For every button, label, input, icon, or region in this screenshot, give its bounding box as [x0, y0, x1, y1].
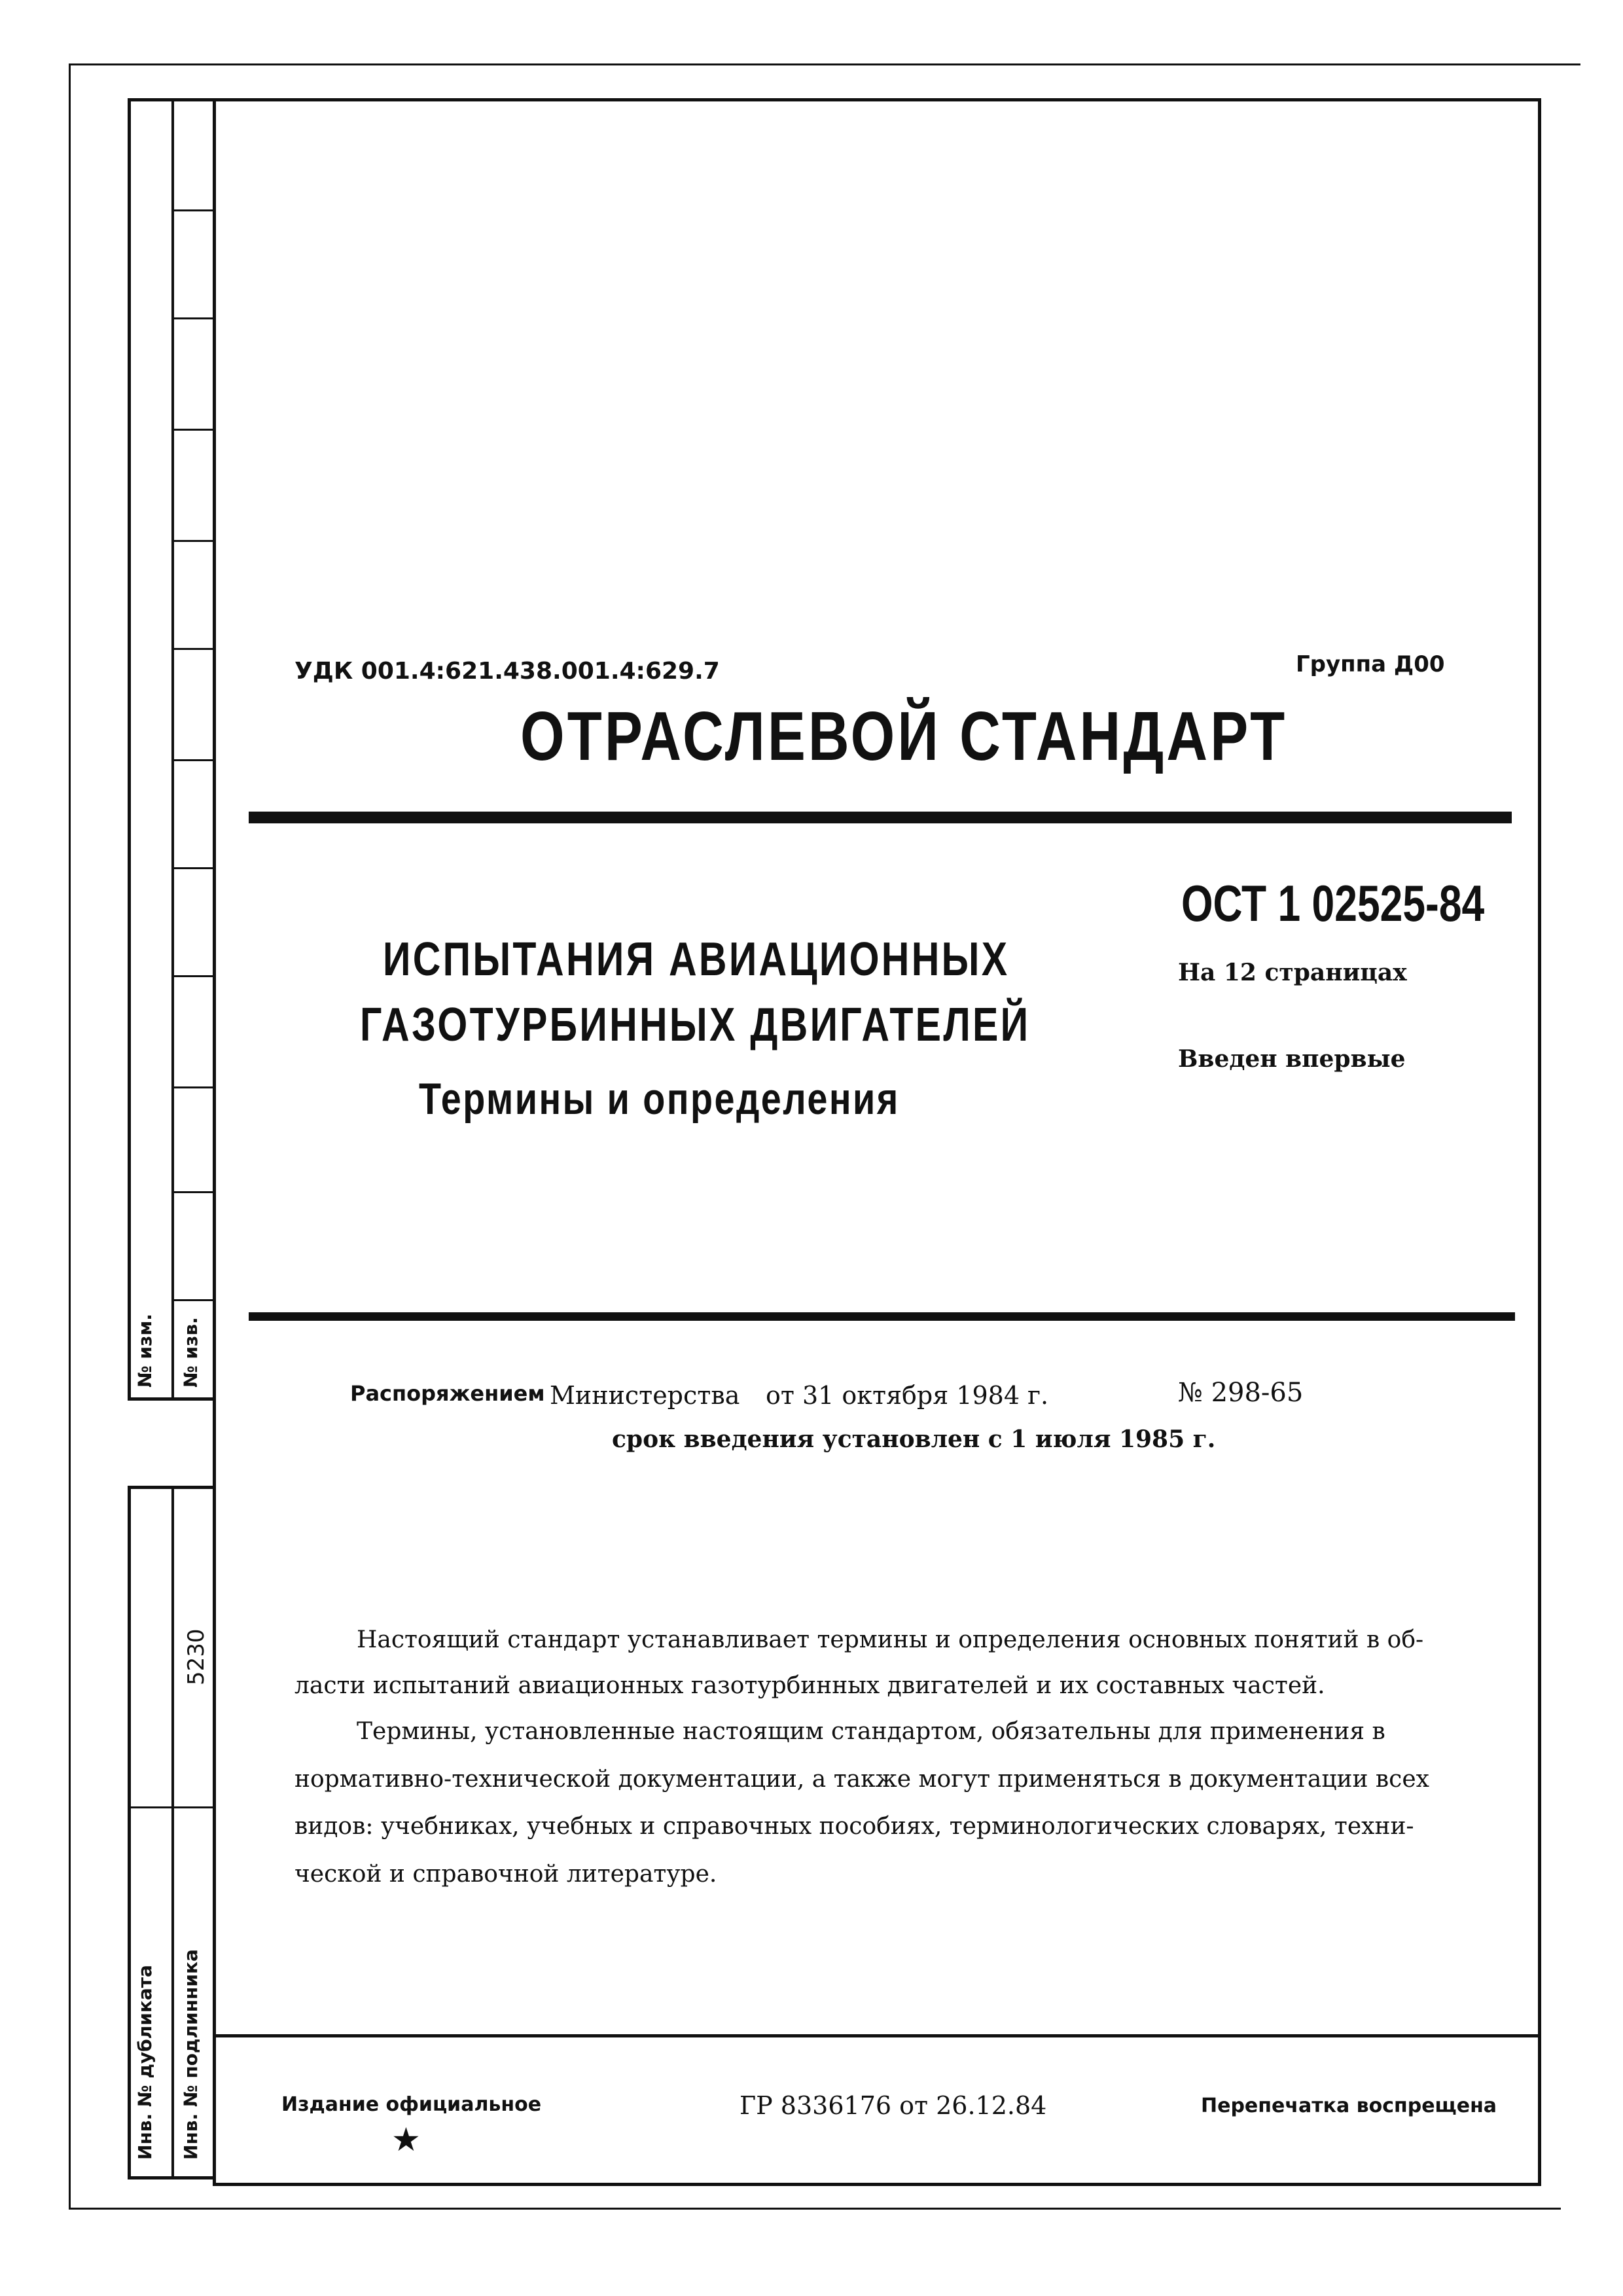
- star-icon: ★: [391, 2121, 421, 2159]
- decree-date: от 31 октября 1984 г.: [766, 1381, 1049, 1410]
- title-line-2: ГАЗОТУРБИННЫХ ДВИГАТЕЛЕЙ: [360, 999, 1031, 1051]
- stamp-row: [171, 317, 213, 319]
- footer-separator: [213, 2034, 1538, 2037]
- stamp-row: [171, 540, 213, 542]
- paragraph-1-line-2: ласти испытаний авиационных газотурбинных двигателей и их составных частей.: [294, 1672, 1325, 1699]
- group-code: Группа Д00: [1296, 651, 1445, 677]
- heading-rule: [249, 812, 1512, 823]
- stamp-row: [171, 867, 213, 869]
- inv-original-label: Инв. № подлинника: [180, 1949, 202, 2160]
- decree-number: № 298-65: [1178, 1378, 1304, 1408]
- outer-left-line: [69, 63, 71, 2209]
- stamp-row: [171, 759, 213, 761]
- stamp-row: [171, 429, 213, 431]
- paragraph-2-line-1: Термины, установленные настоящим стандартом, обязательны для применения в: [357, 1718, 1385, 1745]
- stamp-row: [171, 1086, 213, 1088]
- title-line-1: ИСПЫТАНИЯ АВИАЦИОННЫХ: [383, 933, 1010, 986]
- stamp-row: [171, 648, 213, 650]
- stamp-row: [128, 1806, 213, 1808]
- inv-original-value: 5230: [183, 1628, 209, 1685]
- side-stamp-top-divider: [171, 98, 174, 1401]
- effective-date: срок введения установлен с 1 июля 1985 г.: [612, 1426, 1216, 1453]
- title-rule: [249, 1312, 1515, 1321]
- stamp-row: [171, 209, 213, 211]
- official-edition: Издание официальное: [281, 2093, 542, 2116]
- outer-bottom-line: [69, 2208, 1561, 2210]
- standard-type-heading: ОТРАСЛЕВОЙ СТАНДАРТ: [520, 698, 1288, 775]
- decree-ministry: Министерства: [550, 1381, 740, 1410]
- subtitle: Термины и определения: [419, 1074, 900, 1124]
- stamp-izv-label: № изв.: [180, 1317, 202, 1388]
- inv-duplicate-label: Инв. № дубликата: [134, 1965, 156, 2160]
- paragraph-1-line-1: Настоящий стандарт устанавливает термины и определения основных понятий в об-: [357, 1626, 1424, 1653]
- stamp-row: [171, 975, 213, 977]
- paragraph-2-line-4: ческой и справочной литературе.: [294, 1861, 717, 1888]
- reprint-notice: Перепечатка воспрещена: [1201, 2094, 1497, 2117]
- outer-top-line: [69, 63, 1580, 65]
- side-stamp-bottom-divider: [171, 1486, 174, 2179]
- standard-designation: ОСТ 1 02525-84: [1181, 874, 1485, 932]
- registration-number: ГР 8336176 от 26.12.84: [740, 2091, 1047, 2120]
- page-count: На 12 страницах: [1178, 959, 1407, 986]
- paragraph-2-line-3: видов: учебниках, учебных и справочных пособиях, терминологических словарях, техни-: [294, 1813, 1414, 1840]
- paragraph-2-line-2: нормативно-технической документации, а также могут применяться в документации всех: [294, 1766, 1429, 1793]
- introduced-note: Введен впервые: [1178, 1045, 1406, 1073]
- decree-label: Распоряжением: [350, 1381, 545, 1406]
- side-stamp-top: [128, 98, 213, 1401]
- udk-code: УДК 001.4:621.438.001.4:629.7: [294, 658, 720, 685]
- stamp-row: [171, 1299, 213, 1301]
- stamp-row: [171, 1191, 213, 1193]
- stamp-izm-label: № изм.: [134, 1314, 156, 1388]
